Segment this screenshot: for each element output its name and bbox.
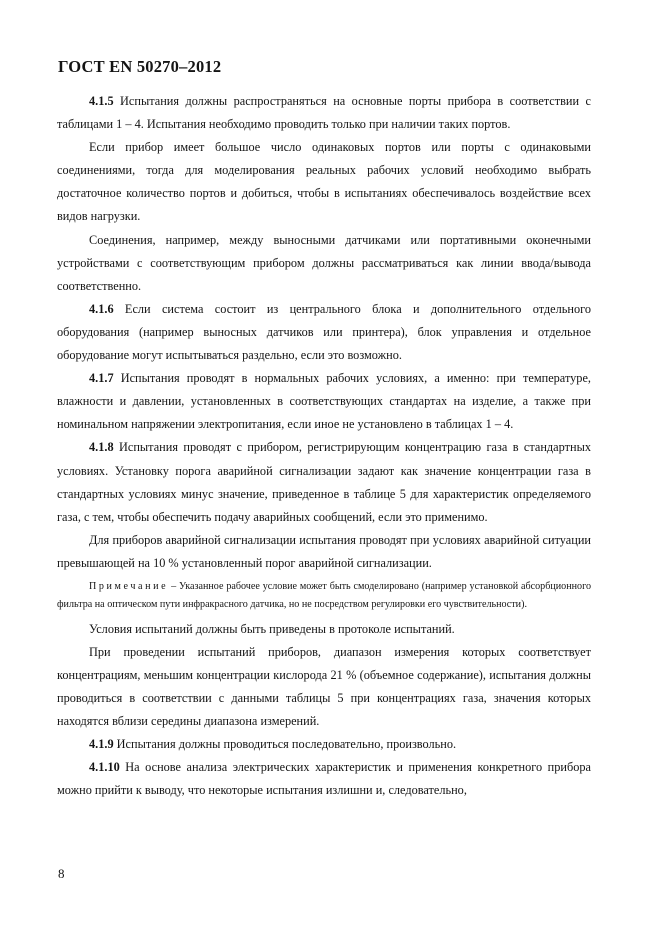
paragraph-4-1-9 — [57, 733, 591, 756]
paragraph — [57, 529, 591, 575]
paragraph-4-1-7 — [57, 367, 591, 436]
document-header: ГОСТ EN 50270–2012 — [58, 57, 222, 76]
paragraph — [57, 136, 591, 228]
paragraph — [57, 641, 591, 733]
paragraph — [57, 229, 591, 298]
note-text: – Указанное рабочее условие может быть смоделировано (например установкой абсорбционного фильтра на оптическом пути инфракрасного датчика, но не посредством регулировки его чувствительности). — [57, 580, 591, 611]
paragraph-text: При проведении испытаний приборов, диапазон измерения которых соответствует концентрациям, меньшим концентрации кислорода 21 % (объемное содержание), испытания должны проводиться в соответствии с данными таблицы 5 при концентрациях газа, значения которых находятся вблизи середины диапазона измерений. — [57, 644, 591, 729]
paragraph — [57, 618, 591, 641]
paragraph-4-1-10 — [57, 756, 591, 802]
clause-number: 4.1.5 — [89, 94, 114, 108]
clause-number: 4.1.10 — [89, 760, 120, 775]
paragraph-4-1-8 — [57, 436, 591, 528]
clause-number: 4.1.8 — [89, 440, 114, 455]
document-body — [57, 90, 591, 803]
paragraph-text: Испытания должны проводиться последовательно, произвольно. — [113, 737, 457, 752]
paragraph-text: Если система состоит из центрального блока и дополнительного отдельного оборудования (например выносных датчиков или принтера), блок управления и отдельное оборудование могут испытываться раздельно, если это возможно. — [57, 301, 591, 363]
paragraph-text: Если прибор имеет большое число одинаковых портов или порты с одинаковыми соединениями, тогда для моделирования реальных рабочих условий необходимо выбрать достаточное количество портов и добиться, чтобы в испытаниях обеспечивалось воздействие всех видов нагрузки. — [57, 140, 591, 224]
paragraph-text: Испытания должны распространяться на основные порты прибора в соответствии с таблицами 1 – 4. Испытания необходимо проводить только при наличии таких портов. — [57, 94, 591, 132]
clause-number: 4.1.6 — [89, 301, 114, 316]
paragraph-text: Испытания проводят с прибором, регистрирующим концентрацию газа в стандартных условиях. Установку порога аварийной сигнализации задают как значение концентрации газа в стандартных условиях минус значение, приведенное в таблице 5 для характеристик определяемого газа, с тем, чтобы обеспечить подачу аварийных сообщений, если это применимо. — [57, 440, 591, 524]
paragraph-4-1-5 — [57, 90, 591, 136]
clause-number: 4.1.7 — [89, 371, 114, 386]
note-label: Примечание — [89, 580, 169, 592]
page-number: 8 — [58, 866, 65, 881]
paragraph-text: Испытания проводят в нормальных рабочих условиях, а именно: при температуре, влажности и давлении, установленных в соответствующих стандартах на изделие, а также при номинальном напряжении электропитания, если иное не установлено в таблицах 1 – 4. — [57, 371, 591, 432]
paragraph-text: Для приборов аварийной сигнализации испытания проводят при условиях аварийной ситуации превышающей на 10 % установленный порог аварийной сигнализации. — [57, 532, 591, 570]
note-paragraph — [57, 578, 591, 615]
paragraph-4-1-6 — [57, 298, 591, 367]
paragraph-text: Условия испытаний должны быть приведены в протоколе испытаний. — [89, 621, 455, 636]
paragraph-text: Соединения, например, между выносными датчиками или портативными оконечными устройствами с соответствующим прибором должны рассматриваться как линии ввода/вывода соответственно. — [57, 232, 591, 293]
paragraph-text: На основе анализа электрических характеристик и применения конкретного прибора можно прийти к выводу, что некоторые испытания излишни и, следовательно, — [57, 760, 591, 798]
clause-number: 4.1.9 — [89, 737, 114, 752]
